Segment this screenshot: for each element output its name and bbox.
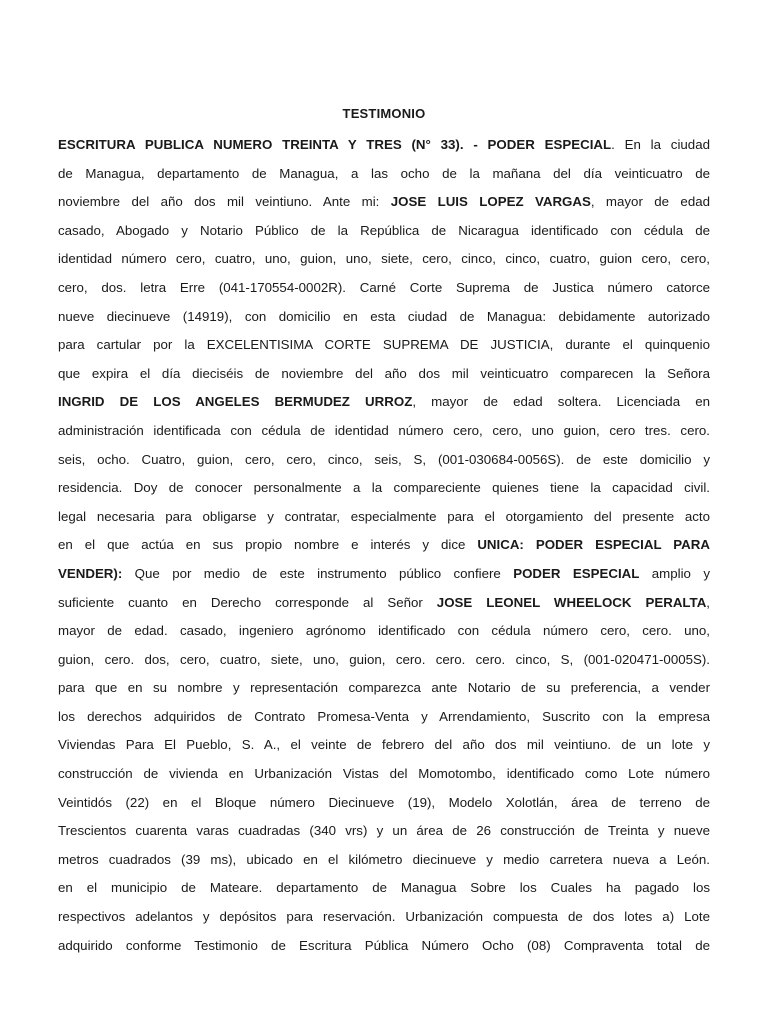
- text-segment: residencia. Doy de conocer personalmente a la compareciente quienes tiene la capacidad civil.: [58, 480, 710, 496]
- text-segment: identidad número cero, cuatro, uno, guion, uno, siete, cero, cinco, cinco, cuatro, guion cero, cero,: [58, 251, 710, 267]
- text-segment: , mayor de edad soltera. Licenciada en: [412, 394, 710, 410]
- bold-text-segment: PODER ESPECIAL: [513, 565, 640, 581]
- text-line: [58, 646, 710, 675]
- text-segment: Viviendas Para El Pueblo, S. A., el veinte de febrero del año dos mil veintiuno. de un lote y: [58, 737, 710, 753]
- bold-text-segment: INGRID DE LOS ANGELES BERMUDEZ URROZ: [58, 394, 413, 410]
- text-segment: en el municipio de Mateare. departamento de Managua Sobre los Cuales ha pagado los: [58, 880, 710, 896]
- text-segment: Veintidós (22) en el Bloque número Diecinueve (19), Modelo Xolotlán, área de terreno de: [58, 794, 710, 810]
- text-line: [58, 417, 710, 446]
- text-segment: en el que actúa en sus propio nombre e interés y dice: [58, 537, 478, 553]
- text-segment: ,: [706, 594, 710, 610]
- text-segment: construcción de vivienda en Urbanización Vistas del Momotombo, identificado como Lote número: [58, 766, 710, 782]
- text-line: [58, 331, 710, 360]
- text-segment: seis, ocho. Cuatro, guion, cero, cero, cinco, seis, S, (001-030684-0056S). de este domicilio y: [58, 451, 710, 467]
- bold-text-segment: JOSE LEONEL WHEELOCK PERALTA: [436, 594, 707, 610]
- text-segment: casado, Abogado y Notario Público de la República de Nicaragua identificado con cédula de: [58, 222, 710, 238]
- text-line: [58, 131, 710, 160]
- text-segment: noviembre del año dos mil veintiuno. Ante mi:: [58, 194, 391, 210]
- text-segment: metros cuadrados (39 ms), ubicado en el kilómetro diecinueve y medio carretera nueva a León.: [58, 851, 710, 867]
- text-line: [58, 303, 710, 332]
- text-segment: suficiente cuanto en Derecho corresponde al Señor: [58, 594, 437, 610]
- text-line: [58, 703, 710, 732]
- text-line: [58, 932, 710, 961]
- bold-text-segment: ESCRITURA PUBLICA NUMERO TREINTA Y TRES (N° 33). - PODER ESPECIAL: [58, 137, 612, 152]
- text-line: [58, 160, 710, 189]
- text-segment: guion, cero. dos, cero, cuatro, siete, uno, guion, cero. cero. cero. cinco, S, (001-020471-0005S).: [58, 651, 710, 667]
- text-line: [58, 446, 710, 475]
- text-line: [58, 503, 710, 532]
- text-segment: para que en su nombre y representación comparezca ante Notario de su preferencia, a vender: [58, 680, 710, 696]
- text-segment: administración identificada con cédula de identidad número cero, cero, uno guion, cero tres. cero.: [58, 422, 710, 438]
- text-segment: cero, dos. letra Erre (041-170554-0002R). Carné Corte Suprema de Justica número catorce: [58, 279, 710, 295]
- text-segment: que expira el día dieciséis de noviembre del año dos mil veinticuatro comparecen la Señora: [58, 365, 710, 381]
- text-line: [58, 731, 710, 760]
- text-line: [58, 560, 710, 589]
- bold-text-segment: JOSE LUIS LOPEZ VARGAS: [390, 194, 591, 210]
- document-title: TESTIMONIO: [342, 106, 426, 121]
- text-line: [58, 817, 710, 846]
- text-line: [58, 589, 710, 618]
- text-line: [58, 674, 710, 703]
- text-segment: legal necesaria para obligarse y contratar, especialmente para el otorgamiento del presente acto: [58, 508, 710, 524]
- text-line: [58, 903, 710, 932]
- text-segment: para cartular por la EXCELENTISIMA CORTE SUPREMA DE JUSTICIA, durante el quinquenio: [58, 337, 710, 353]
- text-line: [58, 617, 710, 646]
- text-line: [58, 474, 710, 503]
- text-segment: nueve diecinueve (14919), con domicilio en esta ciudad de Managua: debidamente autorizado: [58, 308, 710, 324]
- text-line: [58, 789, 710, 818]
- text-line: [58, 388, 710, 417]
- text-line: [58, 760, 710, 789]
- text-line: [58, 360, 710, 389]
- bold-text-segment: UNICA: PODER ESPECIAL PARA: [477, 537, 710, 553]
- text-segment: Que por medio de este instrumento público confiere: [122, 565, 514, 581]
- text-segment: amplio y: [639, 565, 710, 581]
- text-segment: . En la ciudad: [611, 137, 710, 152]
- text-segment: adquirido conforme Testimonio de Escritura Pública Número Ocho (08) Compraventa total de: [58, 937, 710, 953]
- text-line: [58, 245, 710, 274]
- text-segment: los derechos adquiridos de Contrato Promesa-Venta y Arrendamiento, Suscrito con la empresa: [58, 708, 710, 724]
- text-segment: respectivos adelantos y depósitos para reservación. Urbanización compuesta de dos lotes a) Lote: [58, 909, 710, 925]
- text-line: [58, 531, 710, 560]
- bold-text-segment: VENDER):: [58, 565, 123, 581]
- text-segment: Trescientos cuarenta varas cuadradas (340 vrs) y un área de 26 construcción de Treinta y nueve: [58, 823, 710, 839]
- text-line: [58, 188, 710, 217]
- text-line: [58, 217, 710, 246]
- text-segment: , mayor de edad: [590, 194, 710, 210]
- text-line: [58, 874, 710, 903]
- text-segment: mayor de edad. casado, ingeniero agrónomo identificado con cédula número cero, cero. uno,: [58, 623, 710, 639]
- document-body: [58, 131, 710, 960]
- text-line: [58, 274, 710, 303]
- text-segment: de Managua, departamento de Managua, a las ocho de la mañana del día veinticuatro de: [58, 165, 710, 181]
- text-line: [58, 846, 710, 875]
